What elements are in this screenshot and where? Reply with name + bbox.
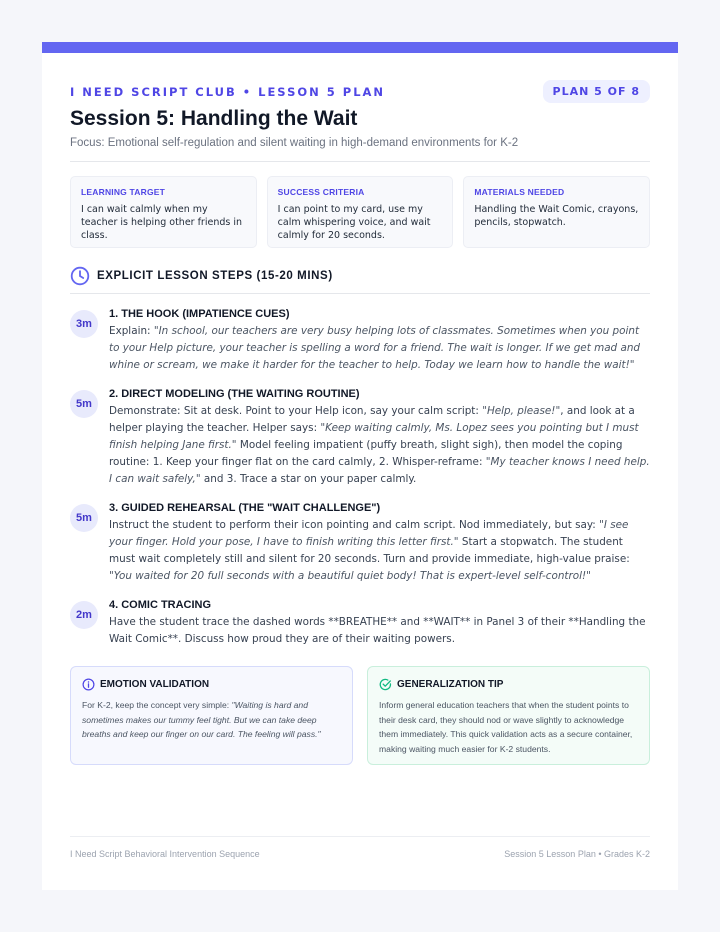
info-icon xyxy=(82,678,95,691)
duration-badge: 5m xyxy=(70,504,98,532)
step-title: 2. DIRECT MODELING (THE WAITING ROUTINE) xyxy=(109,388,360,400)
step-body xyxy=(109,502,650,585)
quoted-script: "In school, our teachers are very busy helping lots of classmates. Sometimes when you point to your Help picture, your teacher is spelling a word for a friend. The wait is longer. If we get mad and whine or scream, we make it harder for the teacher to help. Today we learn how to handle the wait!" xyxy=(109,325,641,371)
divider xyxy=(70,161,650,162)
lesson-step xyxy=(70,599,650,648)
callout-boxes xyxy=(70,666,650,765)
steps-list xyxy=(70,308,650,648)
materials-card xyxy=(463,176,650,248)
lesson-step xyxy=(70,502,650,585)
step-text xyxy=(109,614,650,648)
success-criteria-card xyxy=(267,176,454,248)
step-title: 1. THE HOOK (IMPATIENCE CUES) xyxy=(109,308,290,320)
card-label: LEARNING TARGET xyxy=(81,187,166,197)
text-segment: For K-2, keep the concept very simple: xyxy=(82,700,232,710)
text-segment: Start a stopwatch. The student must wait completely still and silent for 20 seconds. Turn and provide immediate, high-value praise: xyxy=(109,536,630,565)
card-text: Handling the Wait Comic, crayons, pencils, stopwatch. xyxy=(474,204,639,228)
check-circle-icon xyxy=(379,678,392,691)
header xyxy=(70,53,650,149)
text-segment: , and look at a helper playing the teacher. Helper says: xyxy=(109,405,635,434)
plan-badge: PLAN 5 OF 8 xyxy=(543,80,650,103)
footer-left: I Need Script Behavioral Intervention Sequence xyxy=(70,849,260,859)
step-body xyxy=(109,599,650,648)
box-title: GENERALIZATION TIP xyxy=(397,679,504,690)
footer-right: Session 5 Lesson Plan • Grades K-2 xyxy=(504,849,650,859)
card-label: SUCCESS CRITERIA xyxy=(277,187,365,197)
step-body xyxy=(109,388,650,488)
text-segment: Model feeling impatient (puffy breath, slight sigh), then model the coping routine: 1. Keep your finger flat on the card calmly, 2. Whisper-reframe: xyxy=(109,439,623,468)
box-title: EMOTION VALIDATION xyxy=(100,679,210,690)
box-text: Inform general education teachers that when the student points to their desk card, they should nod or wave slightly to acknowledge them immediately. This quick validation acts as a secure container, making waiting much easier for K-2 students. xyxy=(379,700,633,754)
step-text xyxy=(109,323,650,374)
summary-cards xyxy=(70,176,650,248)
accent-bar xyxy=(42,42,678,53)
lesson-plan-page xyxy=(42,42,678,890)
quoted-script: "Help, please!" xyxy=(482,405,561,417)
lesson-step xyxy=(70,308,650,374)
duration-badge: 5m xyxy=(70,390,98,418)
duration-badge: 2m xyxy=(70,601,98,629)
learning-target-card xyxy=(70,176,257,248)
step-title: 3. GUIDED REHEARSAL (THE "WAIT CHALLENGE") xyxy=(109,502,381,514)
text-segment: Instruct the student to perform their icon pointing and calm script. Nod immediately, but say: xyxy=(109,519,600,531)
card-text: I can wait calmly when my teacher is helping other friends in class. xyxy=(81,204,243,241)
quoted-script: "I see your finger. Hold your pose, I have to finish writing this letter first." xyxy=(109,519,629,548)
box-text xyxy=(82,698,341,742)
step-title: 4. COMIC TRACING xyxy=(109,599,212,611)
generalization-tip-box xyxy=(367,666,650,765)
divider xyxy=(70,293,650,294)
duration-badge: 3m xyxy=(70,310,98,338)
clock-icon xyxy=(70,266,90,286)
lesson-step xyxy=(70,388,650,488)
eyebrow: I NEED SCRIPT CLUB • LESSON 5 PLAN xyxy=(70,85,386,99)
quoted-script: "My teacher knows I need help. I can wait safely," xyxy=(109,456,650,485)
emotion-validation-box xyxy=(70,666,353,765)
card-text: I can point to my card, use my calm whispering voice, and wait calmly for 20 seconds. xyxy=(277,204,431,241)
text-segment: and 3. Trace a star on your paper calmly. xyxy=(200,473,417,485)
quoted-script: "You waited for 20 full seconds with a beautiful quiet body! That is expert-level self-control!" xyxy=(109,570,591,582)
quoted-script: "Waiting is hard and sometimes makes our tummy feel tight. But we can take deep breaths and keep our finger on our card. The feeling will pass." xyxy=(82,700,321,739)
steps-title: EXPLICIT LESSON STEPS (15-20 MINS) xyxy=(97,270,333,282)
steps-heading xyxy=(70,266,650,286)
text-segment: Demonstrate: Sit at desk. Point to your Help icon, say your calm script: xyxy=(109,405,483,417)
card-label: MATERIALS NEEDED xyxy=(474,187,565,197)
focus-line: Focus: Emotional self-regulation and silent waiting in high-demand environments for K-2 xyxy=(70,137,519,149)
footer xyxy=(70,836,650,859)
step-text xyxy=(109,403,650,488)
step-body xyxy=(109,308,650,374)
page-title: Session 5: Handling the Wait xyxy=(70,107,358,130)
quoted-script: "Keep waiting calmly, Ms. Lopez sees you pointing but I must finish helping Jane first." xyxy=(109,422,639,451)
text-segment: Explain: xyxy=(109,325,154,337)
step-text xyxy=(109,517,650,585)
text-segment: Have the student trace the dashed words **BREATHE** and **WAIT** in Panel 3 of their **Handling the Wait Comic**. Discuss how proud they are of their waiting powers. xyxy=(109,616,646,645)
